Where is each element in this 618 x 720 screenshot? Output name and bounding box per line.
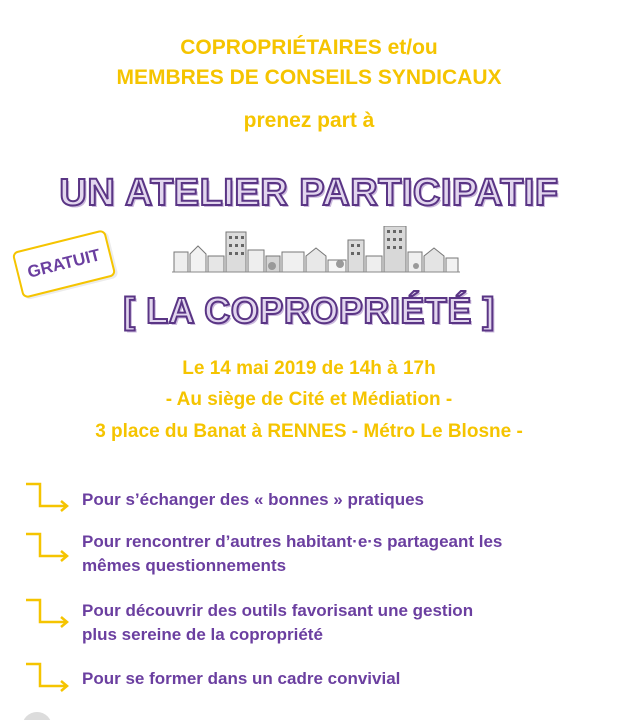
city-skyline-illustration: [172, 226, 460, 274]
intro-line-2: MEMBRES DE CONSEILS SYNDICAUX: [116, 66, 502, 89]
bullet-line-1: Pour se former dans un cadre convivial: [82, 669, 401, 688]
corner-arrow-icon: [22, 596, 72, 630]
bullet-text: [82, 488, 602, 512]
bullet-text: [82, 599, 602, 647]
headline: UN ATELIER PARTICIPATIF: [59, 172, 559, 214]
bullet-line-1: Pour rencontrer d’autres habitant·e·s partageant les: [82, 532, 503, 551]
bullet-line-2: plus sereine de la copropriété: [82, 625, 323, 644]
bullet-line-2: mêmes questionnements: [82, 556, 287, 575]
badge-label: GRATUIT: [25, 245, 103, 282]
partial-circle-decoration: [22, 712, 52, 720]
bullet-line-1: Pour s’échanger des « bonnes » pratiques: [82, 490, 424, 509]
subheadline: [ LA COPROPRIÉTÉ ]: [123, 290, 495, 331]
corner-arrow-icon: [22, 660, 72, 694]
intro-line-3: prenez part à: [243, 109, 375, 132]
corner-arrow-icon: [22, 480, 72, 514]
corner-arrow-icon: [22, 530, 72, 564]
bullet-line-1: Pour découvrir des outils favorisant une gestion: [82, 601, 474, 620]
intro-line-1: COPROPRIÉTAIRES et/ou: [180, 36, 438, 59]
bullet-text: [82, 530, 602, 578]
event-address: 3 place du Banat à RENNES - Métro Le Blosne -: [95, 421, 523, 442]
bullet-text: [82, 667, 602, 691]
event-venue: - Au siège de Cité et Médiation -: [165, 389, 453, 410]
event-date: Le 14 mai 2019 de 14h à 17h: [182, 358, 436, 379]
